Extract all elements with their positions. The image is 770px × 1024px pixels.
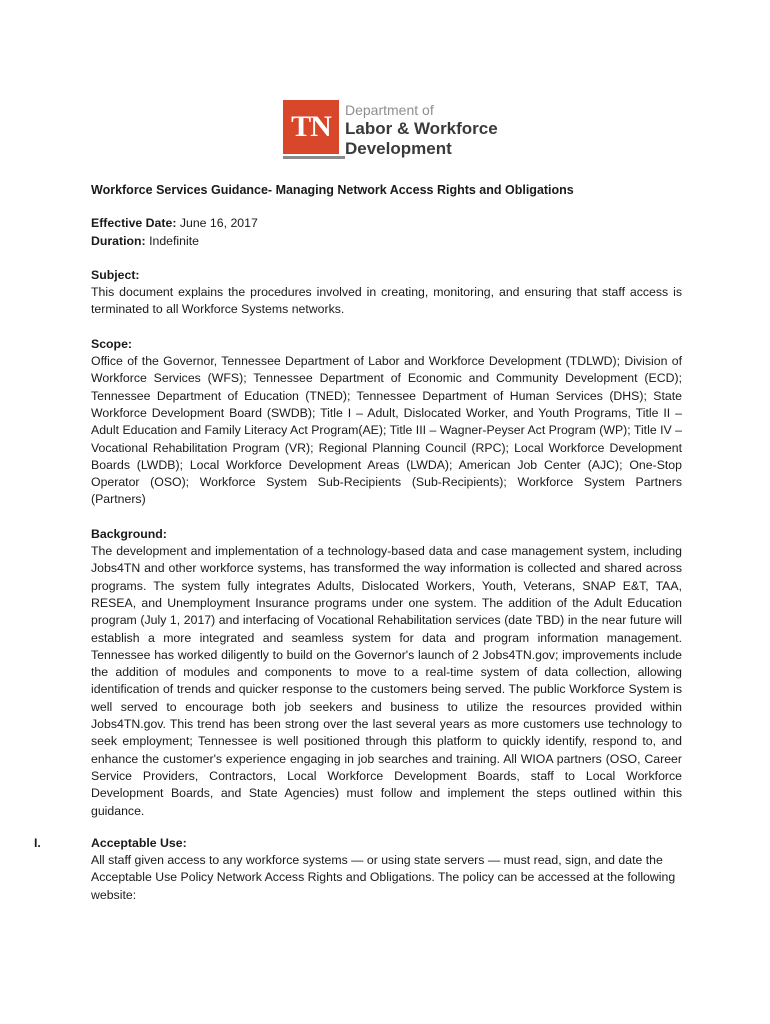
logo-department-of: Department of [345,102,434,118]
background-text: The development and implementation of a technology-based data and case management system, including Jobs4TN and other workforce systems, has transformed the way information is collected and shared across programs. The system fully integrates Adults, Dislocated Workers, Youth, Veterans, SNAP E&T, TAA, RESEA, and Unemployment Insurance programs under one system. The addition of the Adult Education program (July 1, 2017) and interfacing of Vocational Rehabilitation services (date TBD) in the near future will establish a more integrated and seamless system for data and program information management. Tennessee has worked diligently to build on the Governor's launch of 2 Jobs4TN.gov; improvements include the addition of modules and components to move to a real-time system of data collection, allowing identification of trends and quicker response to the customers being served. The public Workforce System is well served to encourage both job seekers and business to utilize the resources provided within Jobs4TN.gov. This trend has been strong over the last several years as more customers use technology to seek employment; Tennessee is well positioned through this platform to quickly identify, respond to, and enhance the customer's experience engaging in job searches and training. All WIOA partners (OSO, Career Service Providers, Contractors, Local Workforce Development Boards, staff to Local Workforce Development Boards, and State Agencies) must follow and implement the steps outlined within this guidance. [91,544,682,818]
document-body [34,182,682,904]
scope-heading: Scope: [91,336,132,351]
duration-label: Duration: [91,233,146,248]
section-acceptable-use [34,835,682,904]
section-numeral: I. [34,835,41,850]
document-title: Workforce Services Guidance- Managing Network Access Rights and Obligations [91,183,574,197]
duration-value: Indefinite [145,233,199,248]
effective-date-value: June 16, 2017 [176,216,258,231]
scope-text: Office of the Governor, Tennessee Department of Labor and Workforce Development (TDLWD); Division of Workforce Services (WFS); Tennessee Department of Economic and Community Development (ECD); Tennessee Department of Education (TNED); Tennessee Department of Human Services (DHS); State Workforce Development Board (SWDB); Title I – Adult, Dislocated Worker, and Youth Programs, Title II – Adult Education and Family Literacy Act Program(AE); Title III – Wagner-Peyser Act Program (WP); Title IV – Vocational Rehabilitation Program (VR); Regional Planning Council (RPC); Local Workforce Development Boards (LWDB); Local Workforce Development Areas (LWDA); American Job Center (AJC); One-Stop Operator (OSO); Workforce System Sub-Recipients (Sub-Recipients); Workforce System Partners (Partners) [91,354,682,507]
acceptable-use-heading: Acceptable Use: [91,835,187,850]
subject-text: This document explains the procedures involved in creating, monitoring, and ensuring that staff access is terminated to all Workforce Systems networks. [91,285,682,317]
tdlwd-logo [283,100,523,162]
subject-heading: Subject: [91,267,140,282]
logo-labor-workforce: Labor & Workforce [345,119,498,138]
logo-development: Development [345,139,452,158]
tn-logo-mark: TN [283,100,339,154]
duration [91,233,682,250]
effective-date-label: Effective Date: [91,216,177,231]
logo-underline [283,156,345,159]
acceptable-use-text: All staff given access to any workforce systems — or using state servers — must read, sign, and date the Acceptable Use Policy Network Access Rights and Obligations. The policy can be accessed at the following website: [91,853,676,902]
background-heading: Background: [91,526,167,541]
effective-date [91,215,682,232]
